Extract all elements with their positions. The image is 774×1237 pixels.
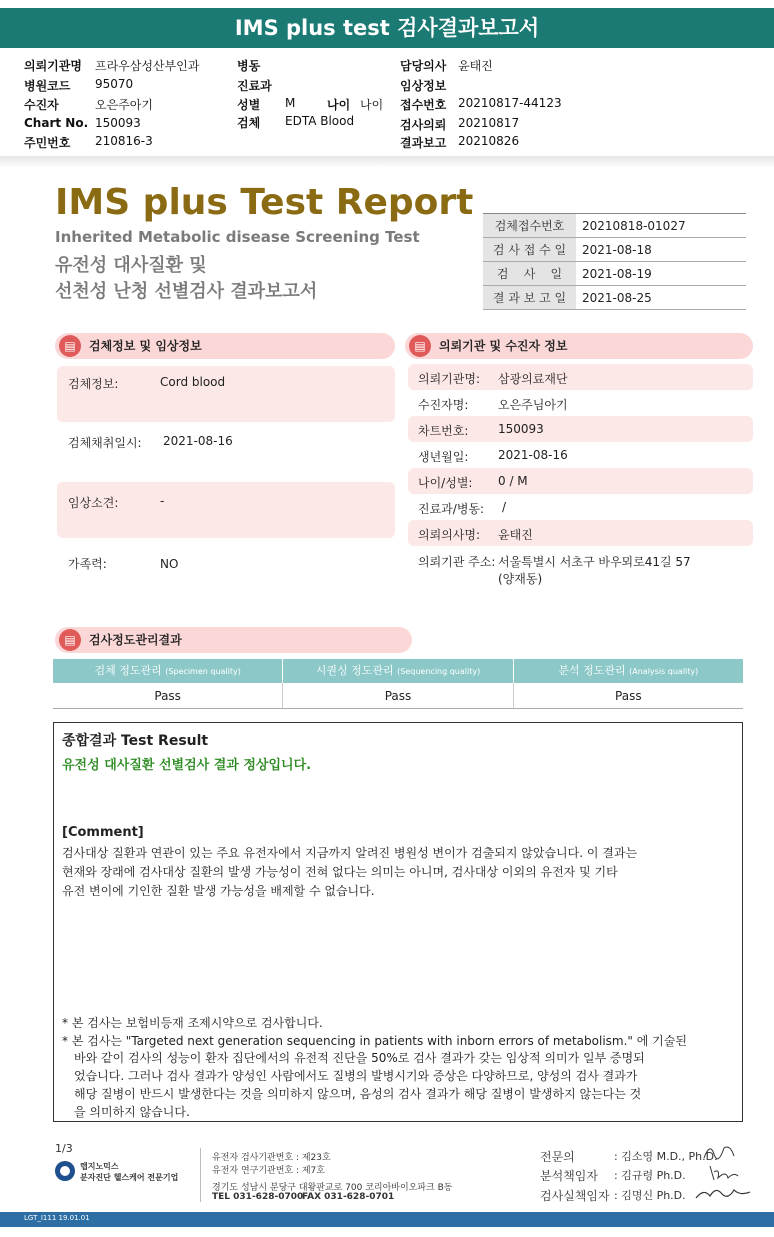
quality-col-subtitle: (Specimen quality) bbox=[165, 667, 241, 676]
address-line-2: (양재동) bbox=[498, 572, 543, 586]
institution-value: 150093 bbox=[498, 422, 544, 436]
comment-line: 유전 변이에 기인한 질환 발생 가능성을 배제할 수 없습니다. bbox=[62, 884, 375, 898]
summary-value: 2021-08-19 bbox=[582, 267, 652, 281]
institution-value: 2021-08-16 bbox=[498, 448, 568, 462]
signature-1-icon bbox=[700, 1140, 740, 1164]
company-logo-icon bbox=[54, 1160, 76, 1182]
summary-row bbox=[483, 286, 746, 310]
summary-row bbox=[483, 262, 746, 286]
note-line: 을 의미하지 않습니다. bbox=[74, 1105, 190, 1119]
quality-col-title: 시퀀싱 정도관리 bbox=[315, 664, 394, 677]
collection-date-label: 검체채취일시: bbox=[68, 436, 142, 450]
chart-label: Chart No. bbox=[24, 116, 89, 130]
result-heading: 종합결과 Test Result bbox=[62, 733, 209, 749]
signer-1-label: 전문의 bbox=[540, 1150, 575, 1164]
specimen-value: EDTA Blood bbox=[285, 114, 355, 128]
summary-row bbox=[483, 238, 746, 262]
summary-key: 검 사 일 bbox=[483, 262, 576, 285]
report-date-label: 결과보고 bbox=[400, 136, 447, 150]
institution-key: 수진자명: bbox=[418, 398, 469, 412]
specimen-label: 검체정보: bbox=[68, 377, 119, 391]
signature-2-icon bbox=[706, 1162, 742, 1184]
quality-header-row bbox=[53, 659, 743, 683]
address-line-1: 서울특별시 서초구 바우뫼로41길 57 bbox=[498, 555, 691, 569]
specimen-label: 검체 bbox=[237, 116, 261, 130]
summary-table bbox=[483, 213, 746, 310]
report-title: IMS plus Test Report bbox=[55, 182, 474, 223]
summary-key: 검 사 접 수 일 bbox=[483, 238, 576, 261]
patient-info-block bbox=[0, 55, 774, 155]
summary-value: 20210818-01027 bbox=[582, 219, 686, 233]
address-label: 의뢰기관 주소: bbox=[418, 555, 496, 569]
comment-title: [Comment] bbox=[62, 825, 144, 840]
note-line: * 본 검사는 보험비등재 조제시약으로 검사합니다. bbox=[62, 1016, 323, 1030]
institution-key: 의뢰기관명: bbox=[418, 372, 481, 386]
clipboard-icon: ▤ bbox=[59, 335, 81, 357]
receipt-label: 접수번호 bbox=[400, 98, 447, 112]
doctor-value: 윤태진 bbox=[458, 59, 493, 73]
institution-key: 나이/성별: bbox=[418, 476, 473, 490]
quality-col-header bbox=[283, 659, 513, 683]
section-specimen-header bbox=[55, 333, 395, 359]
summary-value: 2021-08-25 bbox=[582, 291, 652, 305]
note-line: * 본 검사는 "Targeted next generation sequencing in patients with inborn errors of metabolism." 에 기술된 bbox=[62, 1034, 687, 1048]
collection-date-value: 2021-08-16 bbox=[163, 434, 233, 448]
quality-value: Pass bbox=[283, 683, 513, 708]
registration-2: 유전자 연구기관번호 : 제7호 bbox=[212, 1166, 325, 1176]
patient-value: 오은주아기 bbox=[95, 98, 153, 112]
form-code: LGT_I111 19.01.01 bbox=[24, 1214, 90, 1222]
lab-address: 경기도 성남시 분당구 대왕판교로 700 코리아바이오파크 B동 bbox=[212, 1183, 453, 1193]
note-line: 었습니다. 그러나 검사 결과가 양성인 사람에서도 질병의 발병시기와 증상은 다양하므로, 양성의 검사 결과가 bbox=[74, 1069, 638, 1083]
signature-3-icon bbox=[694, 1182, 752, 1204]
note-line: 바와 같이 검사의 성능이 환자 집단에서의 유전적 진단을 50%로 검사 결과가 갖는 임상적 의미가 일부 증명되 bbox=[74, 1051, 645, 1065]
page-number: 1/3 bbox=[55, 1142, 73, 1155]
clinical-label: 임상소견: bbox=[68, 496, 119, 510]
quality-col-subtitle: (Sequencing quality) bbox=[397, 667, 481, 676]
report-subtitle-en: Inherited Metabolic disease Screening Test bbox=[55, 228, 420, 246]
quality-col-header bbox=[514, 659, 743, 683]
request-value: 20210817 bbox=[458, 116, 520, 130]
doctor-label: 담당의사 bbox=[400, 59, 447, 73]
lab-fax: FAX 031-628-0701 bbox=[302, 1192, 395, 1202]
comment-line: 검사대상 질환과 연관이 있는 주요 유전자에서 지금까지 알려진 병원성 변이가 검출되지 않았습니다. 이 결과는 bbox=[62, 846, 638, 860]
institution-key: 진료과/병동: bbox=[418, 502, 485, 516]
code-label: 병원코드 bbox=[24, 79, 71, 93]
ward-label: 병동 bbox=[237, 59, 261, 73]
receipt-value: 20210817-44123 bbox=[458, 96, 562, 110]
clinical-info-label: 임상정보 bbox=[400, 79, 447, 93]
id-label: 주민번호 bbox=[24, 136, 71, 150]
institution-key: 의뢰의사명: bbox=[418, 528, 481, 542]
clipboard-icon: ▤ bbox=[409, 335, 431, 357]
family-history-value: NO bbox=[160, 557, 179, 571]
result-summary: 유전성 대사질환 선별검사 결과 정상입니다. bbox=[62, 758, 312, 773]
chart-value: 150093 bbox=[95, 116, 141, 130]
institution-value: / bbox=[502, 500, 507, 514]
age-value: 나이 bbox=[360, 98, 384, 112]
signer-3-label: 검사실책임자 bbox=[540, 1189, 610, 1203]
dept-label: 진료과 bbox=[237, 79, 272, 93]
quality-col-title: 검체 정도관리 bbox=[94, 664, 162, 677]
quality-col-header bbox=[53, 659, 283, 683]
company-tagline: 분자진단 헬스케어 전문기업 bbox=[80, 1173, 179, 1182]
age-label: 나이 bbox=[327, 98, 351, 112]
test-result-box bbox=[53, 722, 743, 1122]
section-title: 검사정도관리결과 bbox=[89, 633, 182, 647]
code-value: 95070 bbox=[95, 77, 134, 91]
institution-value: 삼광의료재단 bbox=[498, 372, 568, 386]
request-label: 검사의뢰 bbox=[400, 118, 447, 132]
id-value: 210816-3 bbox=[95, 134, 153, 148]
summary-value: 2021-08-18 bbox=[582, 243, 652, 257]
specimen-value: Cord blood bbox=[160, 375, 226, 389]
section-institution-header bbox=[405, 333, 753, 359]
quality-value-row bbox=[53, 683, 743, 709]
quality-col-title: 분석 정도관리 bbox=[558, 664, 626, 677]
report-subtitle-kr-2: 선천성 난청 선별검사 결과보고서 bbox=[55, 281, 318, 302]
institution-value: 오은주님아기 bbox=[498, 398, 568, 412]
summary-key: 검체접수번호 bbox=[483, 214, 576, 237]
institution-value: 윤태진 bbox=[498, 528, 533, 542]
family-history-label: 가족력: bbox=[68, 557, 107, 571]
report-subtitle-kr-1: 유전성 대사질환 및 bbox=[55, 255, 207, 276]
institution-value: 0 / M bbox=[498, 474, 528, 488]
institution-key: 차트번호: bbox=[418, 424, 469, 438]
company-name: 랩지노믹스 bbox=[80, 1162, 119, 1171]
report-header: IMS plus test 검사결과보고서 bbox=[0, 8, 774, 48]
hospital-value: 프라우삼성산부인과 bbox=[95, 59, 200, 73]
section-quality-header bbox=[55, 627, 412, 653]
signer-3-name: : 김명신 Ph.D. bbox=[614, 1189, 686, 1202]
summary-row bbox=[483, 214, 746, 238]
signer-2-name: : 김규령 Ph.D. bbox=[614, 1169, 686, 1182]
summary-key: 결 과 보 고 일 bbox=[483, 286, 576, 309]
institution-key: 생년월일: bbox=[418, 450, 469, 464]
signer-2-label: 분석책임자 bbox=[540, 1169, 598, 1183]
footer-bar bbox=[0, 1212, 774, 1227]
lab-tel: TEL 031-628-0700 bbox=[212, 1192, 304, 1202]
registration-1: 유전자 검사기관번호 : 제23호 bbox=[212, 1153, 331, 1163]
signer-1-name: : 김소영 M.D., Ph.D. bbox=[614, 1150, 718, 1163]
patient-label: 수진자 bbox=[24, 98, 59, 112]
quality-value: Pass bbox=[615, 689, 642, 703]
quality-col-subtitle: (Analysis quality) bbox=[629, 667, 699, 676]
clipboard-icon: ▤ bbox=[59, 629, 81, 651]
hospital-label: 의뢰기관명 bbox=[24, 59, 82, 73]
section-title: 검체정보 및 임상정보 bbox=[89, 339, 202, 353]
clinical-value: - bbox=[160, 494, 165, 508]
sex-label: 성별 bbox=[237, 98, 261, 112]
report-date-value: 20210826 bbox=[458, 134, 520, 148]
section-title: 의뢰기관 및 수진자 정보 bbox=[439, 339, 568, 353]
sex-value: M bbox=[285, 96, 296, 110]
quality-value: Pass bbox=[53, 683, 283, 708]
comment-line: 현재와 장래에 검사대상 질환의 발생 가능성이 전혀 없다는 의미는 아니며, 검사대상 이외의 유전자 및 기타 bbox=[62, 865, 618, 879]
divider-shadow bbox=[0, 156, 774, 168]
quality-table bbox=[53, 659, 743, 709]
footer-divider bbox=[200, 1148, 201, 1202]
note-line: 해당 질병이 반드시 발생한다는 것을 의미하지 않으며, 음성의 검사 결과가 해당 질병이 발생하지 않는다는 것 bbox=[74, 1087, 642, 1101]
